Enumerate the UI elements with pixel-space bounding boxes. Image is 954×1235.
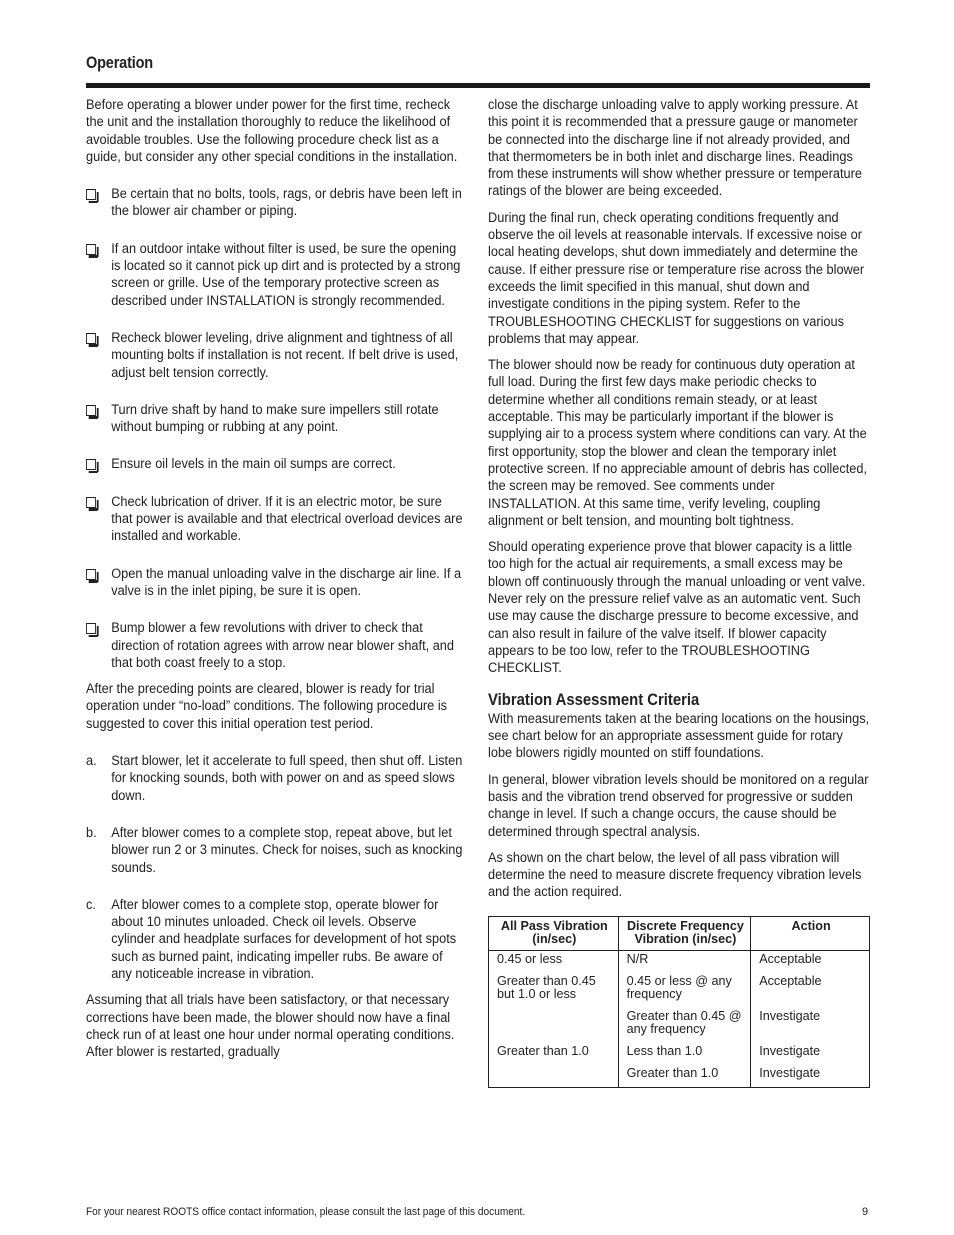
- procedure-step: [86, 897, 463, 983]
- table-header: Action: [751, 916, 870, 950]
- procedure-step: [86, 825, 463, 877]
- table-row: [489, 1065, 870, 1088]
- checklist-item: [86, 620, 463, 672]
- footer-text: For your nearest ROOTS office contact information, please consult the last page of this document.: [86, 1206, 526, 1218]
- checkbox-icon: [86, 333, 96, 344]
- checklist-text: Open the manual unloading valve in the discharge air line. If a valve is in the inlet piping, be sure it is open.: [111, 565, 462, 599]
- table-cell: Investigate: [751, 1043, 870, 1065]
- procedure-step: [86, 753, 463, 805]
- body-paragraph: With measurements taken at the bearing locations on the housings, see chart below for an appropriate assessment guide for rotary lobe blowers rigidly mounted on stiff foundations.: [488, 710, 870, 762]
- table-cell: Greater than 0.45 @ any frequency: [618, 1008, 751, 1043]
- checklist-text: Ensure oil levels in the main oil sumps are correct.: [111, 456, 396, 473]
- table-header: Discrete Frequency Vibration (in/sec): [618, 916, 751, 950]
- table-row: [489, 1043, 870, 1065]
- checkbox-icon: [86, 189, 96, 200]
- checkbox-icon: [86, 569, 96, 580]
- checklist-item: [86, 241, 463, 310]
- checklist-item: [86, 186, 463, 221]
- body-paragraph: Should operating experience prove that blower capacity is a little too high for the actual air requirements, a small excess may be blown off continuously through the manual unloading or vent valve. Never rely on the pressure relief valve as an automatic vent. Such use may cause the discharge pressure to become excessive, and can also result in failure of the valve itself. If blower capacity appears to be too low, refer to the TROUBLESHOOTING CHECKLIST.: [488, 539, 866, 677]
- checklist-item: [86, 456, 463, 473]
- checkbox-icon: [86, 405, 96, 416]
- checkbox-icon: [86, 244, 96, 255]
- vibration-table: [488, 916, 870, 1088]
- intro-paragraph: Before operating a blower under power for the first time, recheck the unit and the installation thoroughly to reduce the likelihood of avoidable troubles. Use the following procedure check list as a guide, but consider any other special conditions in the installation.: [86, 97, 458, 165]
- checklist-item: [86, 494, 463, 546]
- checklist-text: Check lubrication of driver. If it is an electric motor, be sure that power is available and that electrical overload devices are installed and workable.: [111, 493, 463, 545]
- table-row: [489, 973, 870, 1008]
- header-rule: [86, 83, 870, 88]
- table-cell: N/R: [618, 950, 751, 973]
- table-cell: 0.45 or less: [489, 950, 619, 973]
- right-column-body: [488, 97, 870, 902]
- checklist-text: Bump blower a few revolutions with driver to check that direction of rotation agrees with arrow near blower shaft, and that both coast freely to a stop.: [111, 620, 455, 671]
- step-text: Start blower, let it accelerate to full speed, then shut off. Listen for knocking sounds, both with power on and as speed slows down.: [111, 753, 463, 804]
- checkbox-icon: [86, 459, 96, 470]
- table-cell: Greater than 1.0: [489, 1043, 619, 1065]
- body-paragraph: As shown on the chart below, the level of all pass vibration will determine the need to measure discrete frequency vibration levels and the action required.: [488, 849, 862, 901]
- closing-paragraph: Assuming that all trials have been satisfactory, or that necessary corrections have been made, the blower should now have a final check run of at least one hour under normal operating conditions. After blower is restarted, gradually: [86, 992, 455, 1061]
- table-cell: 0.45 or less @ any frequency: [618, 973, 751, 1008]
- step-letter: c.: [86, 896, 96, 913]
- left-column: [86, 97, 463, 1070]
- step-text: After blower comes to a complete stop, operate blower for about 10 minutes unloaded. Check oil levels. Observe cylinder and headplate surfaces for development of hot spots such as burned paint, indicating impeller rubs. Be aware of any noticeable increase in vibration.: [111, 896, 457, 982]
- checklist-text: Be certain that no bolts, tools, rags, or debris have been left in the blower air chamber or piping.: [111, 186, 462, 220]
- checklist-item: [86, 566, 463, 601]
- after-checklist-paragraph: After the preceding points are cleared, blower is ready for trial operation under “no-load” conditions. The following procedure is suggested to cover this initial operation test period.: [86, 681, 448, 732]
- table-cell: Investigate: [751, 1065, 870, 1088]
- checklist-item: [86, 330, 463, 382]
- table-cell: Greater than 0.45 but 1.0 or less: [489, 973, 619, 1008]
- body-paragraph: The blower should now be ready for continuous duty operation at full load. During the first few days make periodic checks to determine whether all conditions remain steady, or at least acceptable. This may be particularly important if the blower is supplying air to a process system where conditions can vary. At the first opportunity, stop the blower and clean the temporary inlet protective screen. If no appreciable amount of debris has collected, the screen may be removed. See comments under INSTALLATION. At this same time, verify leveling, coupling alignment or belt tension, and mounting bolt tightness.: [488, 357, 868, 529]
- table-row: [489, 950, 870, 973]
- checkbox-icon: [86, 623, 96, 634]
- table-cell: [489, 1065, 619, 1088]
- checklist-text: If an outdoor intake without filter is used, be sure the opening is located so it cannot pick up dirt and is protected by a strong screen or grille. Use of the temporary protective screen as described under INSTALLATION is strongly recommended.: [111, 240, 461, 309]
- checklist-text: Turn drive shaft by hand to make sure impellers still rotate without bumping or rubbing at any point.: [111, 401, 439, 436]
- section-heading: Vibration Assessment Criteria: [488, 690, 700, 709]
- body-paragraph: In general, blower vibration levels should be monitored on a regular basis and the vibration trend observed for progressive or sudden change in level. If such a change occurs, the cause should be determined through spectral analysis.: [488, 771, 869, 840]
- checkbox-icon: [86, 497, 96, 508]
- table-cell: Acceptable: [751, 973, 870, 1008]
- table-header-row: [489, 916, 870, 950]
- body-paragraph: close the discharge unloading valve to apply working pressure. At this point it is recommended that a pressure gauge or manometer be connected into the discharge line if not already provided, and that thermometers be in both inlet and discharge lines. Readings from these instruments will show whether pressure or temperature ratings of the blower are being exceeded.: [488, 97, 862, 200]
- table-cell: Acceptable: [751, 950, 870, 973]
- checklist-text: Recheck blower leveling, drive alignment and tightness of all mounting bolts if installation is not recent. If belt drive is used, adjust belt tension correctly.: [111, 329, 459, 381]
- table-cell: Investigate: [751, 1008, 870, 1043]
- table-cell: [489, 1008, 619, 1043]
- table-header: All Pass Vibration (in/sec): [489, 916, 619, 950]
- step-letter: a.: [86, 753, 97, 770]
- step-text: After blower comes to a complete stop, repeat above, but let blower run 2 or 3 minutes. Check for noises, such as knocking sounds.: [111, 824, 463, 876]
- left-column-body: [86, 97, 463, 1061]
- page-title: Operation: [86, 54, 153, 72]
- table-cell: Less than 1.0: [618, 1043, 751, 1065]
- checklist-item: [86, 402, 463, 437]
- page-number: 9: [862, 1206, 869, 1218]
- right-column: [488, 97, 870, 1088]
- step-letter: b.: [86, 824, 97, 841]
- table-cell: Greater than 1.0: [618, 1065, 751, 1088]
- table-row: [489, 1008, 870, 1043]
- body-paragraph: During the final run, check operating conditions frequently and observe the oil levels at reasonable intervals. If excessive noise or local heating develops, shut down immediately and determine the cause. If either pressure rise or temperature rise across the blower exceeds the limit specified in this manual, shut down and investigate conditions in the piping system. Refer to the TROUBLESHOOTING CHECKLIST for suggestions on various problems that may appear.: [488, 209, 865, 347]
